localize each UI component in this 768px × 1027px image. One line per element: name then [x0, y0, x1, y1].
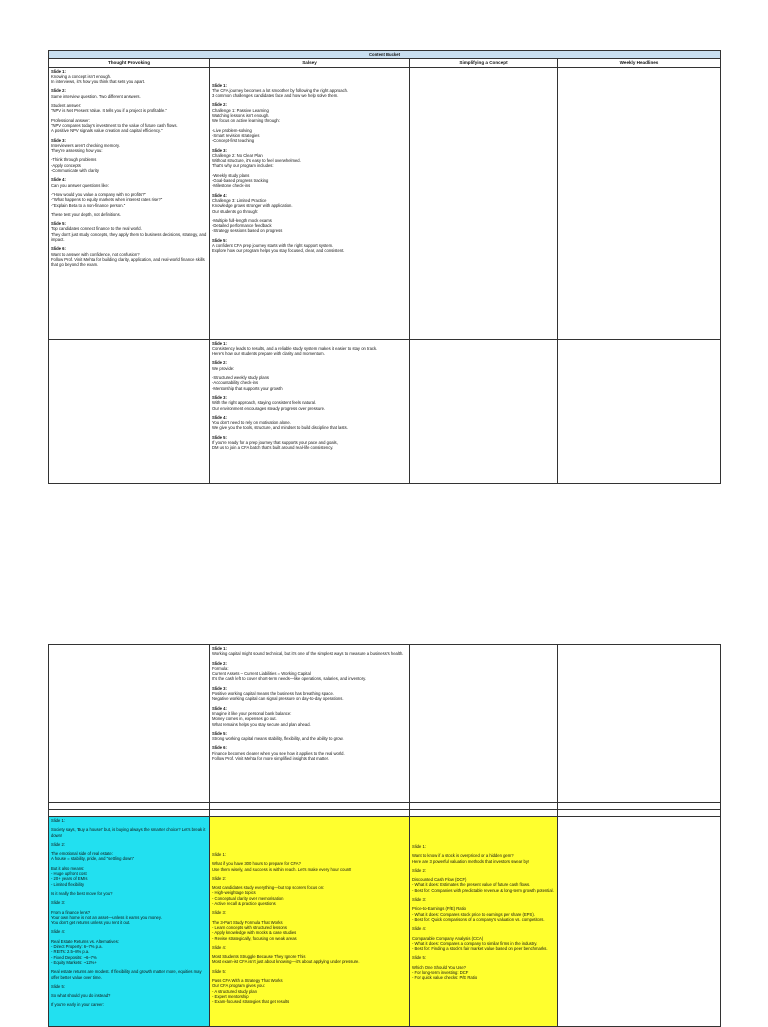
empty-cell[interactable] — [410, 803, 558, 810]
slide-text: Slide 2: — [212, 875, 226, 881]
slide-text: Is it really the best move for you? — [51, 890, 113, 896]
cell-thought-row-4-highlighted[interactable] — [49, 817, 210, 1027]
slide-heading: Slide 4: — [212, 192, 227, 198]
slide-text: If you're early in your career: — [51, 1002, 104, 1008]
slide-text: Finance becomes clearer when you see how it applies to the real world. Follow Prof. Vinit Mehta for more simplified insights that matter. — [212, 750, 345, 762]
slide-heading: Slide 4: — [51, 177, 66, 183]
slide-text: Slide 1: — [51, 818, 65, 823]
empty-cell[interactable] — [558, 810, 721, 817]
empty-cell[interactable] — [210, 810, 410, 817]
slide-heading: Slide 4: — [212, 705, 227, 711]
slide-text: Price-to-Earnings (P/E) Ratio - What it does: Compares stock price to earnings per share (EPS). - Best for: Quick comparisons of a company's valuation vs. competitors. — [412, 906, 545, 922]
cell-salsey-row-4-highlighted[interactable] — [210, 817, 410, 1027]
slide-text: With the right approach, staying consistent feels natural. Our environment encourages steady progress over pressure. — [212, 400, 326, 411]
slide-text: The emotional side of real estate: A house = stability, pride, and "settling down" — [51, 851, 135, 862]
slide-text: Slide 1: — [212, 852, 226, 857]
slide-text: Challenge 3: Limited Practice Knowledge grows stronger with application. Our students go through: — [212, 197, 293, 214]
slide-text: If you're ready for a prep journey that supports your pace and goals, DM us to join a CFA batch that's built around real-life consistency. — [212, 440, 338, 451]
slide-text: Can you answer questions like: — [51, 182, 109, 188]
slide-text: Real estate returns are modest. If flexibility and growth matter more, equities may offer better value over time. — [51, 969, 202, 980]
slide-text: Knowing a concept isn't enough. In interviews, it's how you think that sets you apart. — [51, 73, 146, 85]
slide-text: Slide 5: — [212, 968, 226, 974]
column-header-thought-provoking: Thought Provoking — [49, 59, 210, 67]
slide-text: Slide 4: — [51, 929, 65, 935]
cell-headlines-row-4[interactable] — [558, 817, 721, 1027]
slide-text: Consistency leads to results, and a reliable study system makes it easier to stay on track. Here's how our students prepare with clarity and momentum. — [212, 345, 378, 357]
slide-heading: Slide 1: — [212, 340, 227, 346]
slide-text: Most candidates study everything—but top scorers focus on: - High-weightage topics - Conceptual clarity over memorisation - Active recall & practice questions — [212, 885, 325, 907]
slide-heading: Slide 5: — [212, 730, 227, 736]
slide-text: These test your depth, not definitions. — [51, 211, 121, 217]
empty-cell[interactable] — [210, 803, 410, 810]
slide-heading: Slide 4: — [212, 414, 227, 420]
slide-text: Formula: Current Assets – Current Liabilities = Working Capital It's the cash left to cover short-term needs—like operations, salaries, and inventory. — [212, 665, 367, 682]
slide-text: Imagine it like your personal bank balance: Money comes in, expenses go out. What remains helps you stay secure and plan ahead. — [212, 710, 311, 727]
slide-text: Slide 2: — [412, 867, 426, 873]
column-header-weekly-headlines: Weekly Headlines — [558, 59, 721, 67]
slide-text: Slide 1: — [412, 844, 426, 849]
slide-text: Slide 4: — [212, 944, 226, 950]
slide-text: Slide 3: — [212, 910, 226, 916]
slide-heading: Slide 6: — [212, 745, 227, 751]
slide-text: We provide: — [212, 365, 235, 371]
slide-text: You don't need to rely on motivation alone. We give you the tools, structure, and mindset to build discipline that lasts. — [212, 420, 348, 431]
slide-text: Slide 3: — [412, 897, 426, 903]
slide-text: Same interview question. Two different answers. — [51, 93, 141, 99]
cell-simplify-row-4-highlighted[interactable] — [410, 817, 558, 1027]
slide-text: Pass CFA With a Strategy That Works Our CFA program gives you: - A structured study plan - Expert mentorship - Exam-focused strategies that get results — [212, 978, 290, 1005]
slide-heading: Slide 3: — [212, 685, 227, 691]
cell-simplify-row-2[interactable] — [410, 339, 558, 483]
slide-heading: Slide 3: — [51, 137, 66, 143]
cell-headlines-row-3[interactable] — [558, 645, 721, 803]
slide-text: -Weekly study plans -Goal-based progress tracking -Milestone check-ins — [212, 172, 269, 189]
content-table-page-2 — [48, 644, 721, 1027]
slide-text: Most Students Struggle Because They Ignore This Most exam-ist CFA isn't just about knowing—it's about applying under pressure. — [212, 954, 360, 965]
slide-text: Top candidates connect finance to the real world. They don't just study concepts, they apply them to business decisions, strategy, and impact. — [51, 226, 207, 243]
slide-text: Slide 4: — [412, 926, 426, 932]
slide-heading: Slide 2: — [212, 360, 227, 366]
slide-text: Strong working capital means stability, flexibility, and the ability to grow. — [212, 736, 344, 742]
cell-salsey-row-3[interactable] — [210, 645, 410, 803]
empty-cell[interactable] — [49, 803, 210, 810]
slide-heading: Slide 1: — [51, 68, 66, 74]
slide-text: Want to answer with confidence, not confusion? Follow Prof. Vinit Mehta for building clarity, application, and real-world finance skills that go beyond the exam. — [51, 251, 205, 268]
slide-text: Slide 2: — [51, 841, 65, 847]
slide-heading: Slide 5: — [212, 237, 227, 243]
slide-text: From a finance lens? Your own home is not an asset—unless it earns you money. You don't get returns unless you rent it out. — [51, 909, 162, 926]
cell-thought-row-1[interactable] — [49, 67, 210, 339]
empty-cell[interactable] — [558, 803, 721, 810]
slide-text: -Structured weekly study plans -Accountability check-ins -Mentorship that supports your growth — [212, 375, 283, 391]
slide-heading: Slide 1: — [212, 646, 227, 651]
cell-headlines-row-2[interactable] — [558, 339, 721, 483]
cell-salsey-row-2[interactable] — [210, 339, 410, 483]
slide-text: Challenge 2: No Clear Plan Without structure, it's easy to feel overwhelmed. That's why our program includes: — [212, 152, 301, 169]
slide-text: Working capital might sound technical, but it's one of the simplest ways to measure a business's health. — [212, 651, 404, 657]
cell-thought-row-2[interactable] — [49, 339, 210, 483]
slide-heading: Slide 5: — [212, 434, 227, 440]
slide-text: Interviewers aren't checking memory. They're assessing how you: — [51, 142, 120, 154]
slide-heading: Slide 3: — [212, 394, 227, 400]
slide-text: Challenge 1: Passive Learning Watching lessons isn't enough. We focus on active learning through: — [212, 107, 280, 124]
slide-heading: Slide 1: — [212, 82, 227, 88]
cell-simplify-row-1[interactable] — [410, 67, 558, 339]
slide-text: Comparable Company Analysis (CCA) - What it does: Compares a company to similar firms in the industry. - Best for: Finding a stock's fair market value based on peer benchmarks. — [412, 935, 548, 952]
slide-text: What if you have 300 hours to prepare for CFA? Use them wisely, and success is within reach. Let's make every hour count! — [212, 861, 352, 872]
slide-heading: Slide 2: — [51, 88, 66, 94]
slide-text: Society says, 'Buy a house!' but, is buying always the smarter choice? Let's break it down! — [51, 827, 206, 838]
slide-text: Slide 5: — [412, 955, 426, 961]
slide-text: Professional answer: "NPV compares today's investment to the value of future cash flows. A positive NPV signals value creation and capital efficiency." — [51, 117, 178, 134]
cell-salsey-row-1[interactable] — [210, 67, 410, 339]
slide-heading: Slide 5: — [51, 221, 66, 227]
slide-text: But it also means: - Huge upfront cost - 20+ years of EMIs - Limited flexibility — [51, 865, 88, 887]
column-header-simplifying-concept: Simplifying a Concept — [410, 59, 558, 67]
slide-text: A confident CFA prep journey starts with the right support system. Explore how our program helps you stay focused, clear, and consistent. — [212, 243, 345, 254]
cell-headlines-row-1[interactable] — [558, 67, 721, 339]
slide-text: Which One Should You Use? - For long-term investing: DCF - For quick value checks: P/E Ratio — [412, 964, 478, 981]
slide-text: Slide 3: — [51, 900, 65, 906]
slide-heading: Slide 2: — [212, 660, 227, 666]
slide-text: So what should you do instead? — [51, 993, 111, 999]
slide-text: The 3-Part Study Formula That Works - Learn concepts with structured lessons - Apply knowledge with mocks & case studies - Revise strategically, focusing on weak areas — [212, 919, 297, 941]
content-table-page-1 — [48, 50, 721, 484]
slide-text: Discounted Cash Flow (DCF) - What it does: Estimates the present value of future cash flows. - Best for: Companies with predictable revenue & long-term growth potential. — [412, 877, 554, 893]
cell-thought-row-3[interactable] — [49, 645, 210, 803]
slide-text: Slide 5: — [51, 983, 65, 989]
slide-text: -Live problem-solving -Smart revision strategies -Concept-first teaching — [212, 127, 260, 144]
slide-heading: Slide 2: — [212, 102, 227, 108]
empty-cell[interactable] — [49, 810, 210, 817]
slide-heading: Slide 3: — [212, 147, 227, 153]
column-header-salsey: Salsey — [210, 59, 410, 67]
slide-text: -"How would you value a company with no profits?" -"What happens to equity markets when interest rates rise?" -"Explain Beta to a non-finance person." — [51, 191, 163, 208]
slide-text: Student answer: "NPV is Net Present Value. It tells you if a project is profitable." — [51, 103, 168, 114]
empty-cell[interactable] — [410, 810, 558, 817]
slide-text: -Think through problems -Apply concepts -Communicate with clarity — [51, 157, 99, 174]
slide-text: Want to know if a stock is overpriced or a hidden gem? Here are 3 powerful valuation methods that investors swear by! — [412, 853, 530, 864]
cell-simplify-row-3[interactable] — [410, 645, 558, 803]
slide-text: The CFA journey becomes a lot smoother by following the right approach. 3 common challenges candidates face and how we help solve them. — [212, 87, 349, 99]
slide-text: Real Estate Returns vs. Alternatives: - Direct Property: 6–7% p.a. - REITs: 2.5–8% p.a. - Fixed Deposits: ~6–7% - Equity Markets: ~12%+ — [51, 938, 119, 965]
slide-text: -Multiple full-length mock exams -Detailed performance feedback -Strategy sessions based on progress — [212, 217, 283, 234]
content-bucket-header: Content Bucket — [49, 51, 721, 59]
slide-text: Positive working capital means the business has breathing space. Negative working capital can signal pressure on day-to-day operations. — [212, 691, 344, 702]
slide-heading: Slide 6: — [51, 246, 66, 252]
